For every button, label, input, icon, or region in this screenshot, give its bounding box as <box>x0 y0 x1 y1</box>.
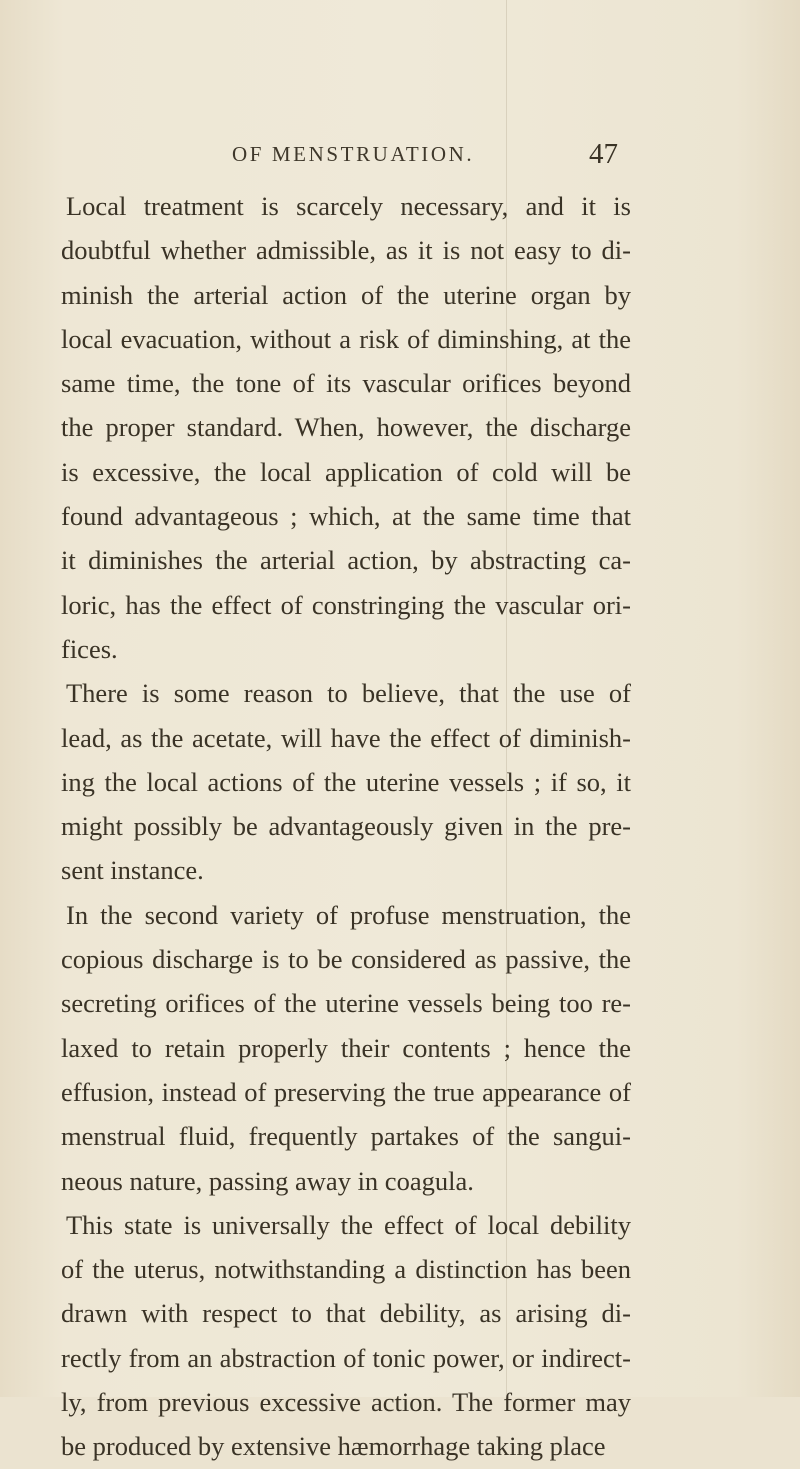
text-line: it diminishes the arterial action, by abstracting ca- <box>61 545 631 576</box>
text-line: rectly from an abstraction of tonic power, or indirect- <box>61 1342 631 1373</box>
text-line: drawn with respect to that debility, as arising di- <box>61 1298 631 1329</box>
text-line: the proper standard. When, however, the discharge <box>61 412 631 443</box>
text-line: ly, from previous excessive action. The former may <box>61 1387 631 1418</box>
text-line: menstrual fluid, frequently partakes of the sangui- <box>61 1121 631 1152</box>
text-line: is excessive, the local application of cold will be <box>61 456 631 487</box>
text-line: copious discharge is to be considered as passive, the <box>61 944 631 975</box>
text-line: minish the arterial action of the uterine organ by <box>61 279 631 310</box>
paragraph <box>61 184 631 671</box>
text-line: might possibly be advantageously given in the pre- <box>61 811 631 842</box>
text-line: local evacuation, without a risk of diminshing, at the <box>61 323 631 354</box>
text-line: doubtful whether admissible, as it is not easy to di- <box>61 235 631 266</box>
text-line: effusion, instead of preserving the true appearance of <box>61 1076 631 1107</box>
paragraph <box>61 671 631 892</box>
text-line: same time, the tone of its vascular orifices beyond <box>61 368 631 399</box>
text-line: There is some reason to believe, that the use of <box>66 678 631 709</box>
text-line: found advantageous ; which, at the same time that <box>61 501 631 532</box>
text-line: laxed to retain properly their contents ; hence the <box>61 1032 631 1063</box>
text-line: secreting orifices of the uterine vessels being too re- <box>61 988 631 1019</box>
paragraph <box>61 893 631 1203</box>
page-header <box>0 138 800 178</box>
page-number: 47 <box>589 138 618 170</box>
running-title: OF MENSTRUATION. <box>232 142 475 166</box>
text-line: ing the local actions of the uterine vessels ; if so, it <box>61 766 631 797</box>
text-line: loric, has the effect of constringing the vascular ori- <box>61 589 631 620</box>
text-line: of the uterus, notwithstanding a distinction has been <box>61 1254 631 1285</box>
text-line: be produced by extensive hæmorrhage taking place <box>61 1431 606 1462</box>
paragraph <box>61 1203 631 1469</box>
text-line: sent instance. <box>61 855 204 886</box>
text-line: fices. <box>61 633 118 664</box>
text-line: In the second variety of profuse menstruation, the <box>66 899 631 930</box>
text-line: lead, as the acetate, will have the effect of diminish- <box>61 722 631 753</box>
text-line: Local treatment is scarcely necessary, and it is <box>66 191 631 221</box>
text-line: This state is universally the effect of local debility <box>66 1209 631 1240</box>
body-text <box>61 184 631 1469</box>
text-line: neous nature, passing away in coagula. <box>61 1165 474 1196</box>
